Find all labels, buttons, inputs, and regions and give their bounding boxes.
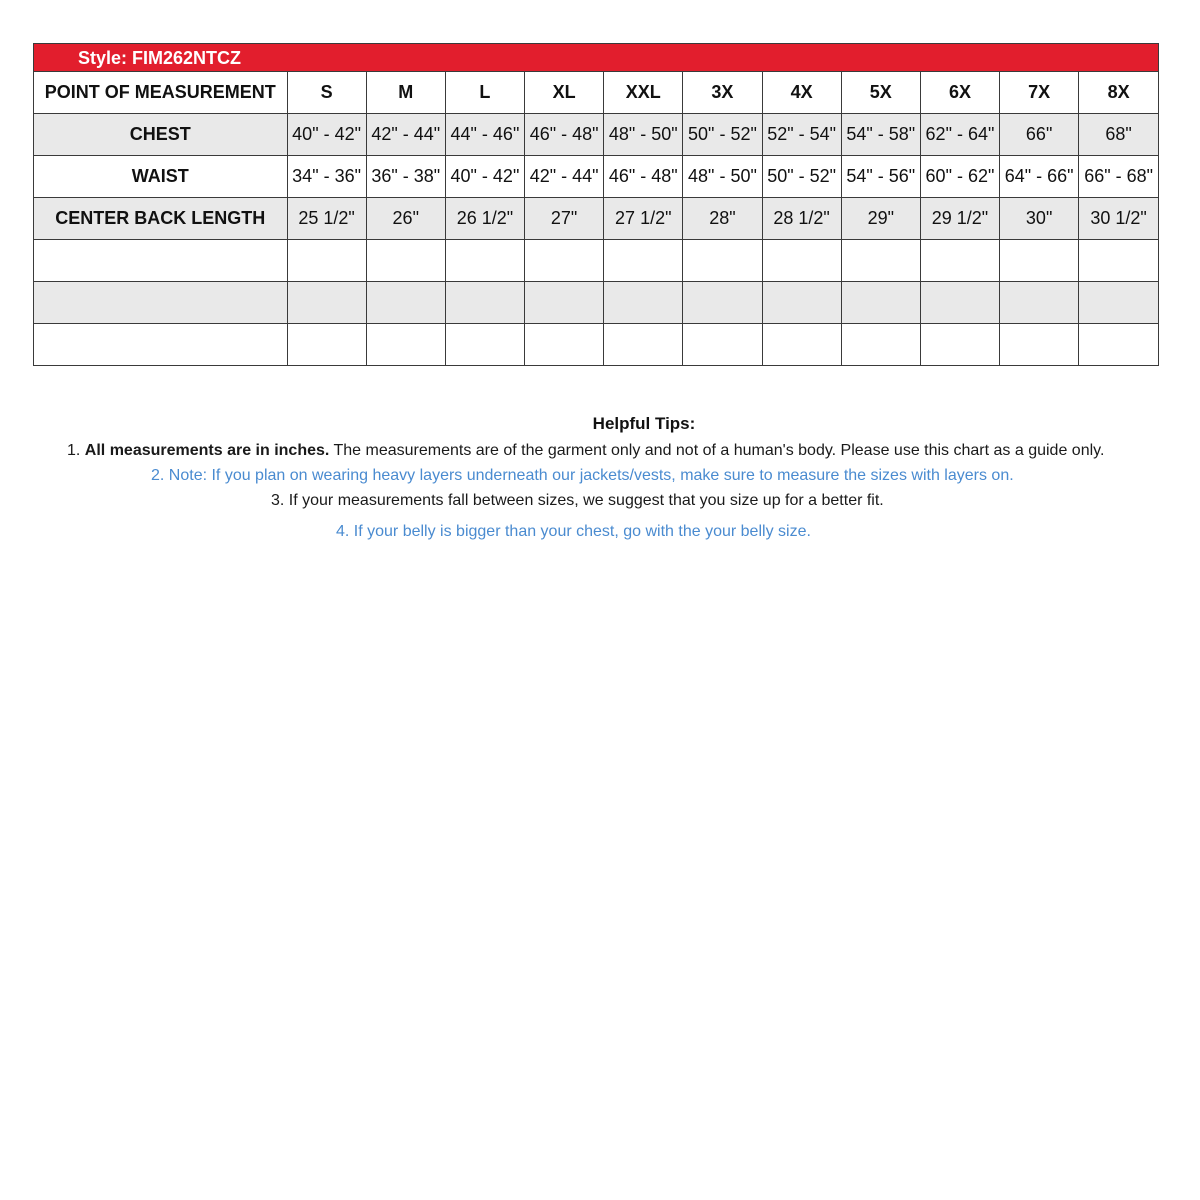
empty-cell: [525, 282, 604, 324]
header-cell-size: 3X: [683, 72, 762, 114]
table-cell: 60" - 62": [920, 156, 999, 198]
tip-2: 2. Note: If you plan on wearing heavy layers underneath our jackets/vests, make sure to measure the sizes with layers on.: [151, 467, 1014, 484]
table-cell: 66" - 68": [1079, 156, 1158, 198]
tips-title: Helpful Tips:: [592, 414, 696, 433]
table-cell: 48" - 50": [604, 114, 683, 156]
table-cell: 36" - 38": [366, 156, 445, 198]
empty-cell: [287, 240, 366, 282]
header-cell-size: 7X: [1000, 72, 1079, 114]
empty-row: [34, 282, 1158, 324]
table-cell: 28 1/2": [762, 198, 841, 240]
empty-cell: [1000, 240, 1079, 282]
empty-cell: [920, 282, 999, 324]
table-cell: 54" - 58": [841, 114, 920, 156]
empty-cell: [841, 324, 920, 366]
empty-cell: [287, 324, 366, 366]
table-cell: 64" - 66": [1000, 156, 1079, 198]
header-row: [34, 72, 1158, 114]
table-cell: 54" - 56": [841, 156, 920, 198]
empty-cell: [366, 282, 445, 324]
empty-cell: [683, 324, 762, 366]
empty-cell: [683, 240, 762, 282]
table-cell: 46" - 48": [604, 156, 683, 198]
style-banner: Style: FIM262NTCZ: [34, 44, 1158, 72]
empty-cell: [683, 282, 762, 324]
table-cell: 34" - 36": [287, 156, 366, 198]
table-cell: 25 1/2": [287, 198, 366, 240]
empty-cell: [762, 282, 841, 324]
empty-row: [34, 324, 1158, 366]
empty-cell: [604, 324, 683, 366]
header-cell-size: 8X: [1079, 72, 1158, 114]
table-cell: 30 1/2": [1079, 198, 1158, 240]
tip-3: 3. If your measurements fall between sizes, we suggest that you size up for a better fit.: [271, 492, 884, 509]
empty-cell: [920, 324, 999, 366]
header-cell-size: XXL: [604, 72, 683, 114]
table-cell: 27 1/2": [604, 198, 683, 240]
empty-cell: [525, 324, 604, 366]
empty-row: [34, 240, 1158, 282]
empty-cell: [445, 240, 524, 282]
header-cell-size: 4X: [762, 72, 841, 114]
empty-cell: [34, 282, 287, 324]
tip-4: 4. If your belly is bigger than your chest, go with the your belly size.: [336, 523, 811, 540]
empty-cell: [445, 282, 524, 324]
tip-1-number: 1.: [67, 442, 85, 459]
table-row: [34, 156, 1158, 198]
table-cell: 30": [1000, 198, 1079, 240]
table-row: [34, 198, 1158, 240]
table-cell: 66": [1000, 114, 1079, 156]
table-cell: 29 1/2": [920, 198, 999, 240]
table-cell: 62" - 64": [920, 114, 999, 156]
table-cell: 42" - 44": [525, 156, 604, 198]
table-cell: 28": [683, 198, 762, 240]
header-cell-size: S: [287, 72, 366, 114]
table-cell: 29": [841, 198, 920, 240]
table-cell: 52" - 54": [762, 114, 841, 156]
header-cell-size: M: [366, 72, 445, 114]
table-cell: 26": [366, 198, 445, 240]
row-label: CHEST: [34, 114, 287, 156]
size-table: [34, 72, 1158, 365]
table-cell: 26 1/2": [445, 198, 524, 240]
empty-cell: [1000, 282, 1079, 324]
empty-cell: [34, 240, 287, 282]
table-cell: 46" - 48": [525, 114, 604, 156]
empty-cell: [34, 324, 287, 366]
header-cell-size: 5X: [841, 72, 920, 114]
table-cell: 27": [525, 198, 604, 240]
table-cell: 40" - 42": [445, 156, 524, 198]
empty-cell: [1000, 324, 1079, 366]
row-label: WAIST: [34, 156, 287, 198]
empty-cell: [1079, 324, 1158, 366]
empty-cell: [366, 240, 445, 282]
header-cell-size: 6X: [920, 72, 999, 114]
tip-1-text: The measurements are of the garment only and not of a human's body. Please use this chart as a guide only.: [329, 442, 1105, 459]
table-cell: 44" - 46": [445, 114, 524, 156]
table-row: [34, 114, 1158, 156]
tip-1: [67, 442, 1104, 460]
empty-cell: [841, 240, 920, 282]
row-label: CENTER BACK LENGTH: [34, 198, 287, 240]
empty-cell: [762, 324, 841, 366]
empty-cell: [445, 324, 524, 366]
size-chart: [33, 43, 1159, 366]
table-cell: 50" - 52": [762, 156, 841, 198]
empty-cell: [525, 240, 604, 282]
table-cell: 40" - 42": [287, 114, 366, 156]
empty-cell: [920, 240, 999, 282]
tip-1-bold: All measurements are in inches.: [84, 442, 330, 459]
empty-cell: [604, 282, 683, 324]
empty-cell: [1079, 282, 1158, 324]
table-cell: 68": [1079, 114, 1158, 156]
empty-cell: [762, 240, 841, 282]
table-cell: 50" - 52": [683, 114, 762, 156]
table-cell: 42" - 44": [366, 114, 445, 156]
table-cell: 48" - 50": [683, 156, 762, 198]
empty-cell: [287, 282, 366, 324]
empty-cell: [604, 240, 683, 282]
header-cell-point-of-measurement: POINT OF MEASUREMENT: [34, 72, 287, 114]
empty-cell: [841, 282, 920, 324]
header-cell-size: XL: [525, 72, 604, 114]
empty-cell: [1079, 240, 1158, 282]
header-cell-size: L: [445, 72, 524, 114]
empty-cell: [366, 324, 445, 366]
